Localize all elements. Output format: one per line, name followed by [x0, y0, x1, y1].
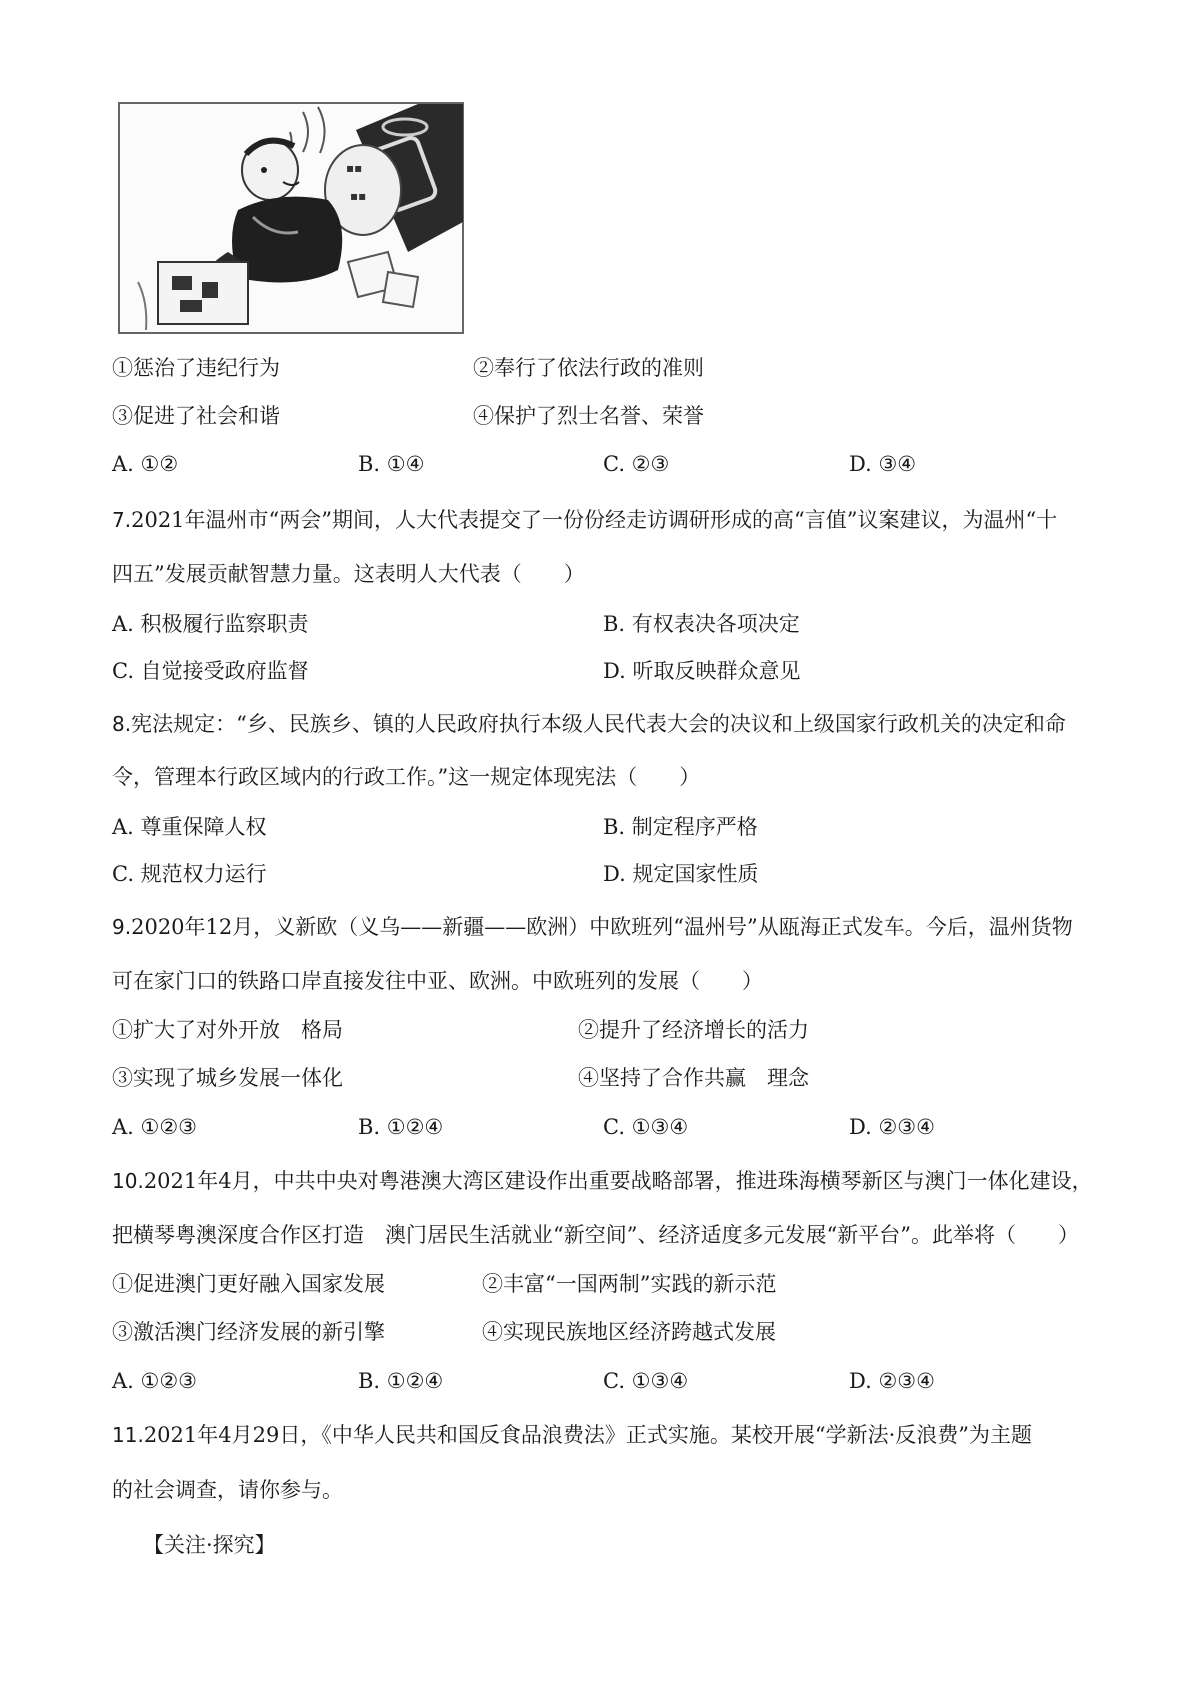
q9-statement-4: ④坚持了合作共赢 理念 — [578, 1066, 809, 1090]
cartoon-illustration-icon — [118, 102, 464, 334]
q10-stem-line-1: 10.2021年4月，中共中央对粤港澳大湾区建设作出重要战略部署，推进珠海横琴新区与澳门一体化建设， — [112, 1169, 1093, 1193]
q9-stem-line-2: 可在家门口的铁路口岸直接发往中亚、欧洲。中欧班列的发展（ ） — [112, 969, 763, 993]
q6-option-b[interactable]: B. ①④ — [358, 452, 425, 476]
q7-option-b[interactable]: B. 有权表决各项决定 — [603, 612, 800, 636]
q9-option-a[interactable]: A. ①②③ — [112, 1115, 197, 1139]
q9-statement-3: ③实现了城乡发展一体化 — [112, 1066, 343, 1090]
svg-text:▪▪: ▪▪ — [346, 161, 363, 175]
q6-option-c[interactable]: C. ②③ — [603, 452, 670, 476]
q11-stem-line-1: 11.2021年4月29日，《中华人民共和国反食品浪费法》正式实施。某校开展“学新法·反浪费”为主题 — [112, 1423, 1032, 1447]
q8-option-d[interactable]: D. 规定国家性质 — [603, 862, 759, 886]
svg-text:▪▪: ▪▪ — [350, 189, 367, 203]
q7-stem-line-2: 四五”发展贡献智慧力量。这表明人大代表（ ） — [112, 562, 585, 586]
q11-stem-line-2: 的社会调查，请你参与。 — [112, 1478, 343, 1502]
q9-statement-1: ①扩大了对外开放 格局 — [112, 1018, 343, 1042]
q7-option-a[interactable]: A. 积极履行监察职责 — [112, 612, 309, 636]
q8-option-a[interactable]: A. 尊重保障人权 — [112, 815, 267, 839]
q10-option-a[interactable]: A. ①②③ — [112, 1369, 197, 1393]
q8-option-c[interactable]: C. 规范权力运行 — [112, 862, 267, 886]
q6-statement-3: ③促进了社会和谐 — [112, 404, 280, 428]
q9-option-c[interactable]: C. ①③④ — [603, 1115, 689, 1139]
q7-option-c[interactable]: C. 自觉接受政府监督 — [112, 659, 309, 683]
q10-statement-2: ②丰富“一国两制”实践的新示范 — [482, 1272, 777, 1296]
q9-stem-line-1: 9.2020年12月，义新欧（义乌——新疆——欧洲）中欧班列“温州号”从瓯海正式发车。今后，温州货物 — [112, 915, 1073, 939]
q6-statement-1: ①惩治了违纪行为 — [112, 356, 280, 380]
q6-option-d[interactable]: D. ③④ — [849, 452, 917, 476]
q10-statement-3: ③激活澳门经济发展的新引擎 — [112, 1320, 385, 1344]
q11-number: 11. — [112, 1423, 144, 1447]
q9-statement-2: ②提升了经济增长的活力 — [578, 1018, 809, 1042]
q8-stem-line-2: 令，管理本行政区域内的行政工作。”这一规定体现宪法（ ） — [112, 765, 701, 789]
q8-number: 8. — [112, 712, 132, 736]
q8-stem-line-1: 8.宪法规定：“乡、民族乡、镇的人民政府执行本级人民代表大会的决议和上级国家行政机关的决定和命 — [112, 712, 1066, 736]
q11-section-heading: 【关注·探究】 — [143, 1533, 276, 1557]
q9-number: 9. — [112, 915, 132, 939]
q10-statement-4: ④实现民族地区经济跨越式发展 — [482, 1320, 776, 1344]
q7-number: 7. — [112, 508, 132, 532]
q10-option-c[interactable]: C. ①③④ — [603, 1369, 689, 1393]
q6-statement-2: ②奉行了依法行政的准则 — [473, 356, 704, 380]
q10-stem-line-2: 把横琴粤澳深度合作区打造 澳门居民生活就业“新空间”、经济适度多元发展“新平台”。此举将（ ） — [112, 1223, 1079, 1247]
q10-number: 10. — [112, 1169, 144, 1193]
q10-option-b[interactable]: B. ①②④ — [358, 1369, 444, 1393]
q10-statement-1: ①促进澳门更好融入国家发展 — [112, 1272, 385, 1296]
q7-option-d[interactable]: D. 听取反映群众意见 — [603, 659, 801, 683]
q10-option-d[interactable]: D. ②③④ — [849, 1369, 935, 1393]
q6-option-a[interactable]: A. ①② — [112, 452, 179, 476]
q9-option-d[interactable]: D. ②③④ — [849, 1115, 935, 1139]
q8-option-b[interactable]: B. 制定程序严格 — [603, 815, 758, 839]
q7-stem-line-1: 7.2021年温州市“两会”期间，人大代表提交了一份份经走访调研形成的高“言值”议案建议，为温州“十 — [112, 508, 1058, 532]
q9-option-b[interactable]: B. ①②④ — [358, 1115, 444, 1139]
q6-statement-4: ④保护了烈士名誉、荣誉 — [473, 404, 704, 428]
cartoon-image — [118, 102, 464, 334]
